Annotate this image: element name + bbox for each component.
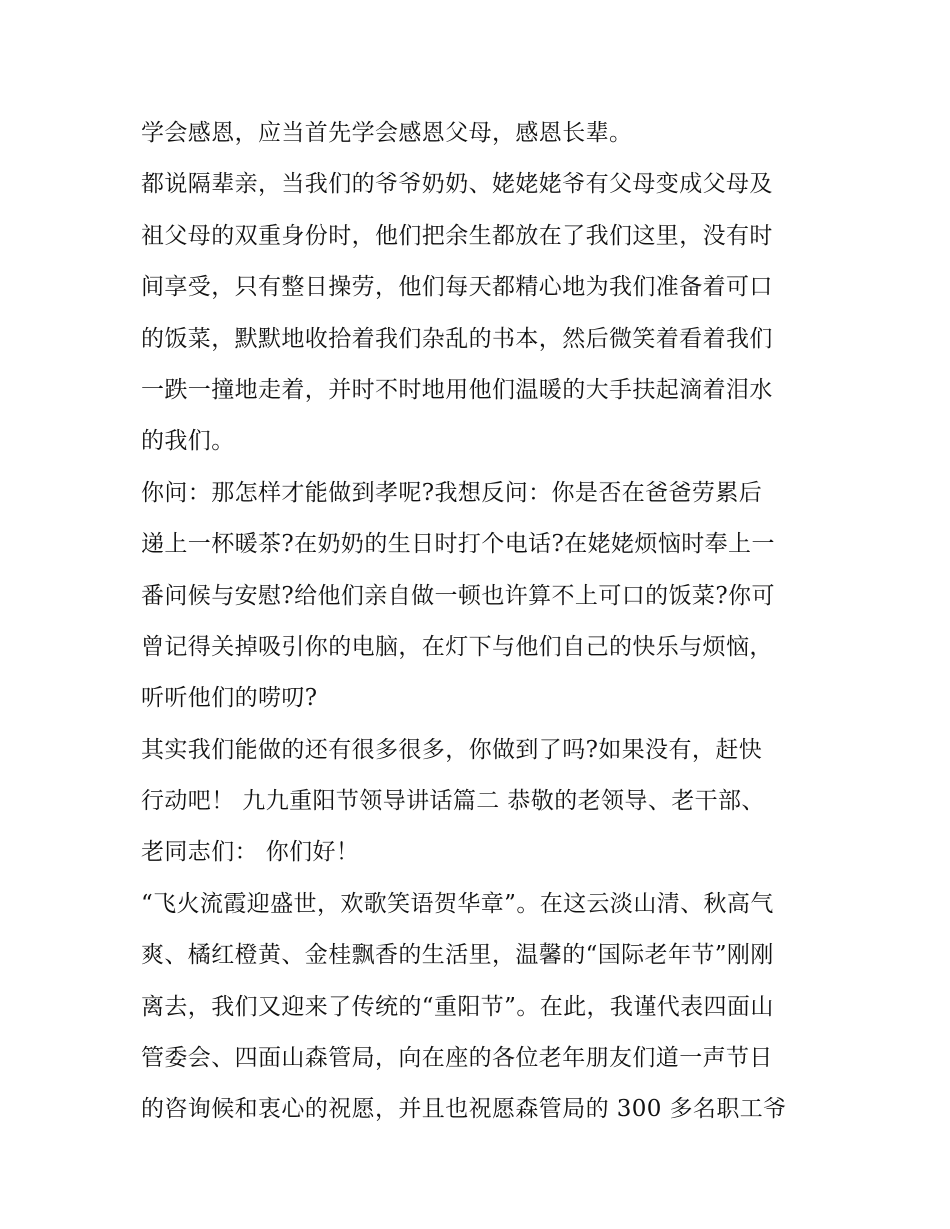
text-line: 管委会、四面山森管局，向在座的各位老年朋友们道一声节日 [141,1045,773,1072]
text-line: 递上一杯暖茶?在奶奶的生日时打个电话?在姥姥烦恼时奉上一 [141,531,775,558]
text-line: 你问：那怎样才能做到孝呢?我想反问：你是否在爸爸劳累后 [141,479,763,506]
text-line: 的我们。 [141,428,235,455]
text-line: 曾记得关掉吸引你的电脑，在灯下与他们自己的快乐与烦恼， [141,633,773,660]
text-line: 行动吧！ 九九重阳节领导讲话篇二 恭敬的老领导、老干部、 [141,788,765,815]
text-line: 间享受，只有整日操劳，他们每天都精心地为我们准备着可口 [141,274,773,301]
text-line: 祖父母的双重身份时，他们把余生都放在了我们这里，没有时 [141,222,773,249]
text-line: 学会感恩，应当首先学会感恩父母，感恩长辈。 [141,120,633,146]
text-line: 爽、橘红橙黄、金桂飘香的生活里，温馨的“国际老年节”刚刚 [141,942,774,969]
text-line: 离去，我们又迎来了传统的“重阳节”。在此，我谨代表四面山 [141,993,774,1020]
text-line: 一跌一撞地走着，并时不时地用他们温暖的大手扶起滴着泪水 [141,376,773,403]
text-line: 老同志们： 你们好！ [141,839,360,866]
document-body [141,108,821,1136]
text-line: 的饭菜，默默地收拾着我们杂乱的书本，然后微笑着看着我们 [141,325,773,352]
text-line: “飞火流霞迎盛世，欢歌笑语贺华章”。在这云淡山清、秋高气 [141,890,774,917]
text-line: 其实我们能做的还有很多很多，你做到了吗?如果没有，赶快 [141,736,763,763]
text-line: 的咨询候和衷心的祝愿，并且也祝愿森管局的 300 多名职工爷 [141,1096,787,1123]
text-line: 听听他们的唠叨? [141,685,318,712]
text-line: 番问候与安慰?给他们亲自做一顿也许算不上可口的饭菜?你可 [141,582,775,609]
text-line: 都说隔辈亲，当我们的爷爷奶奶、姥姥姥爷有父母变成父母及 [141,171,773,198]
